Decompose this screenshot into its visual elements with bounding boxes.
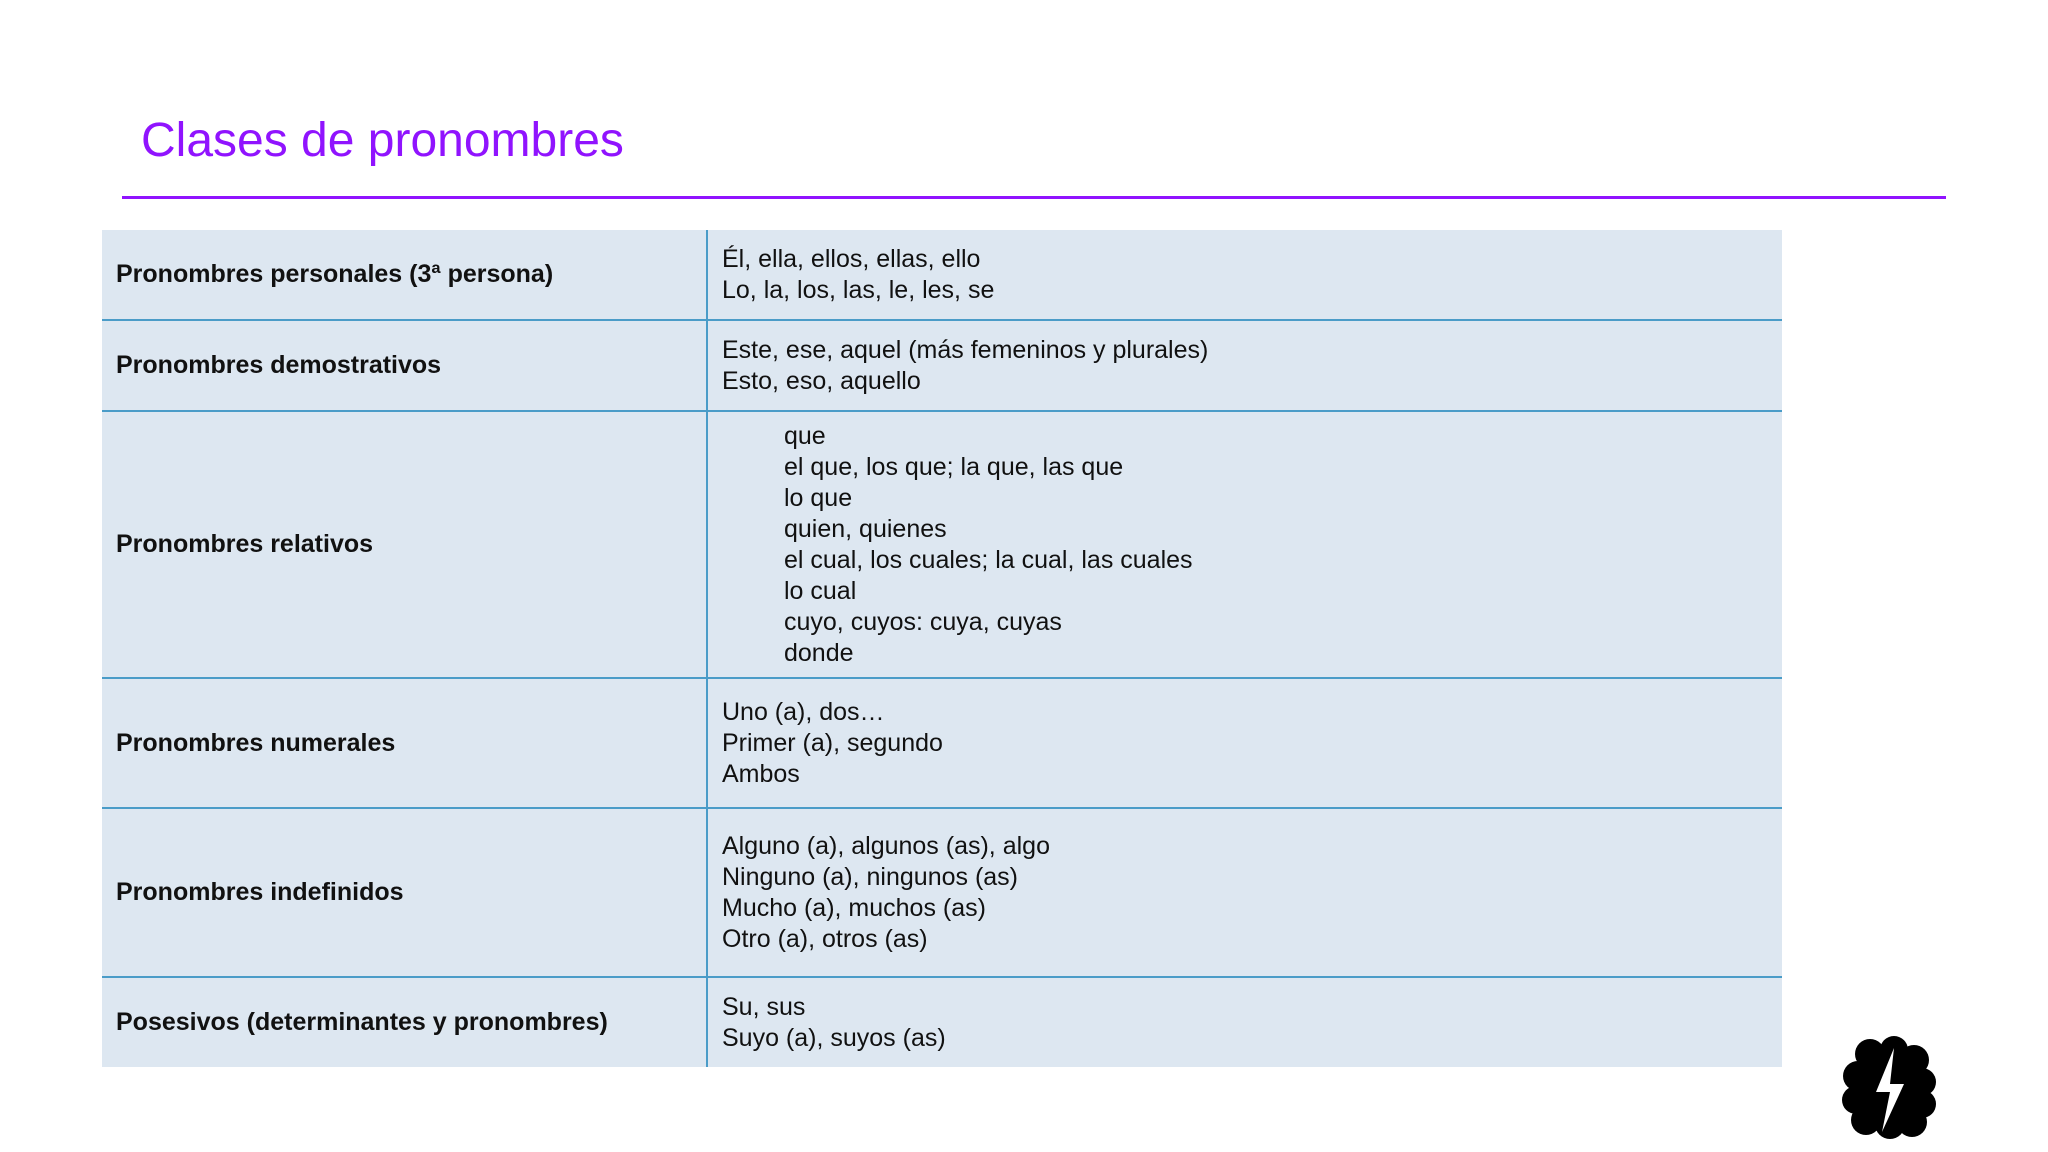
value-line: que (784, 421, 826, 450)
value-line: Él, ella, ellos, ellas, ello (722, 244, 981, 273)
brain-lightning-icon (1842, 1036, 1936, 1140)
row-label: Posesivos (determinantes y pronombres) (102, 977, 707, 1067)
title-divider (122, 196, 1946, 199)
table-row (102, 678, 1782, 808)
value-line: Mucho (a), muchos (as) (722, 893, 986, 922)
row-label: Pronombres relativos (102, 411, 707, 678)
value-line: Su, sus (722, 992, 806, 1021)
row-label: Pronombres demostrativos (102, 320, 707, 411)
value-line: Lo, la, los, las, le, les, se (722, 275, 995, 304)
row-label: Pronombres personales (3ª persona) (102, 230, 707, 320)
value-line: cuyo, cuyos: cuya, cuyas (784, 607, 1062, 636)
value-line: el cual, los cuales; la cual, las cuales (784, 545, 1193, 574)
value-line: el que, los que; la que, las que (784, 452, 1124, 481)
row-values (707, 411, 1782, 678)
value-line: Esto, eso, aquello (722, 366, 921, 395)
value-line: quien, quienes (784, 514, 947, 543)
value-line: Ninguno (a), ningunos (as) (722, 862, 1018, 891)
row-label: Pronombres indefinidos (102, 808, 707, 977)
table-row (102, 977, 1782, 1067)
table-row (102, 230, 1782, 320)
value-line: Primer (a), segundo (722, 728, 943, 757)
row-values (707, 678, 1782, 808)
value-line: Alguno (a), algunos (as), algo (722, 831, 1050, 860)
table-row (102, 808, 1782, 977)
row-values (707, 808, 1782, 977)
value-line: Uno (a), dos… (722, 697, 885, 726)
value-line: Ambos (722, 759, 800, 788)
value-line: lo que (784, 483, 853, 512)
row-values (707, 977, 1782, 1067)
value-line: Este, ese, aquel (más femeninos y plurales) (722, 335, 1209, 364)
pronoun-table (102, 230, 1782, 1067)
table-row (102, 411, 1782, 678)
slide-title: Clases de pronombres (141, 114, 624, 167)
value-line: Otro (a), otros (as) (722, 924, 928, 953)
row-label: Pronombres numerales (102, 678, 707, 808)
row-values (707, 230, 1782, 320)
value-line: Suyo (a), suyos (as) (722, 1023, 946, 1052)
value-line: donde (784, 638, 854, 667)
row-values (707, 320, 1782, 411)
table-row (102, 320, 1782, 411)
value-line: lo cual (784, 576, 857, 605)
